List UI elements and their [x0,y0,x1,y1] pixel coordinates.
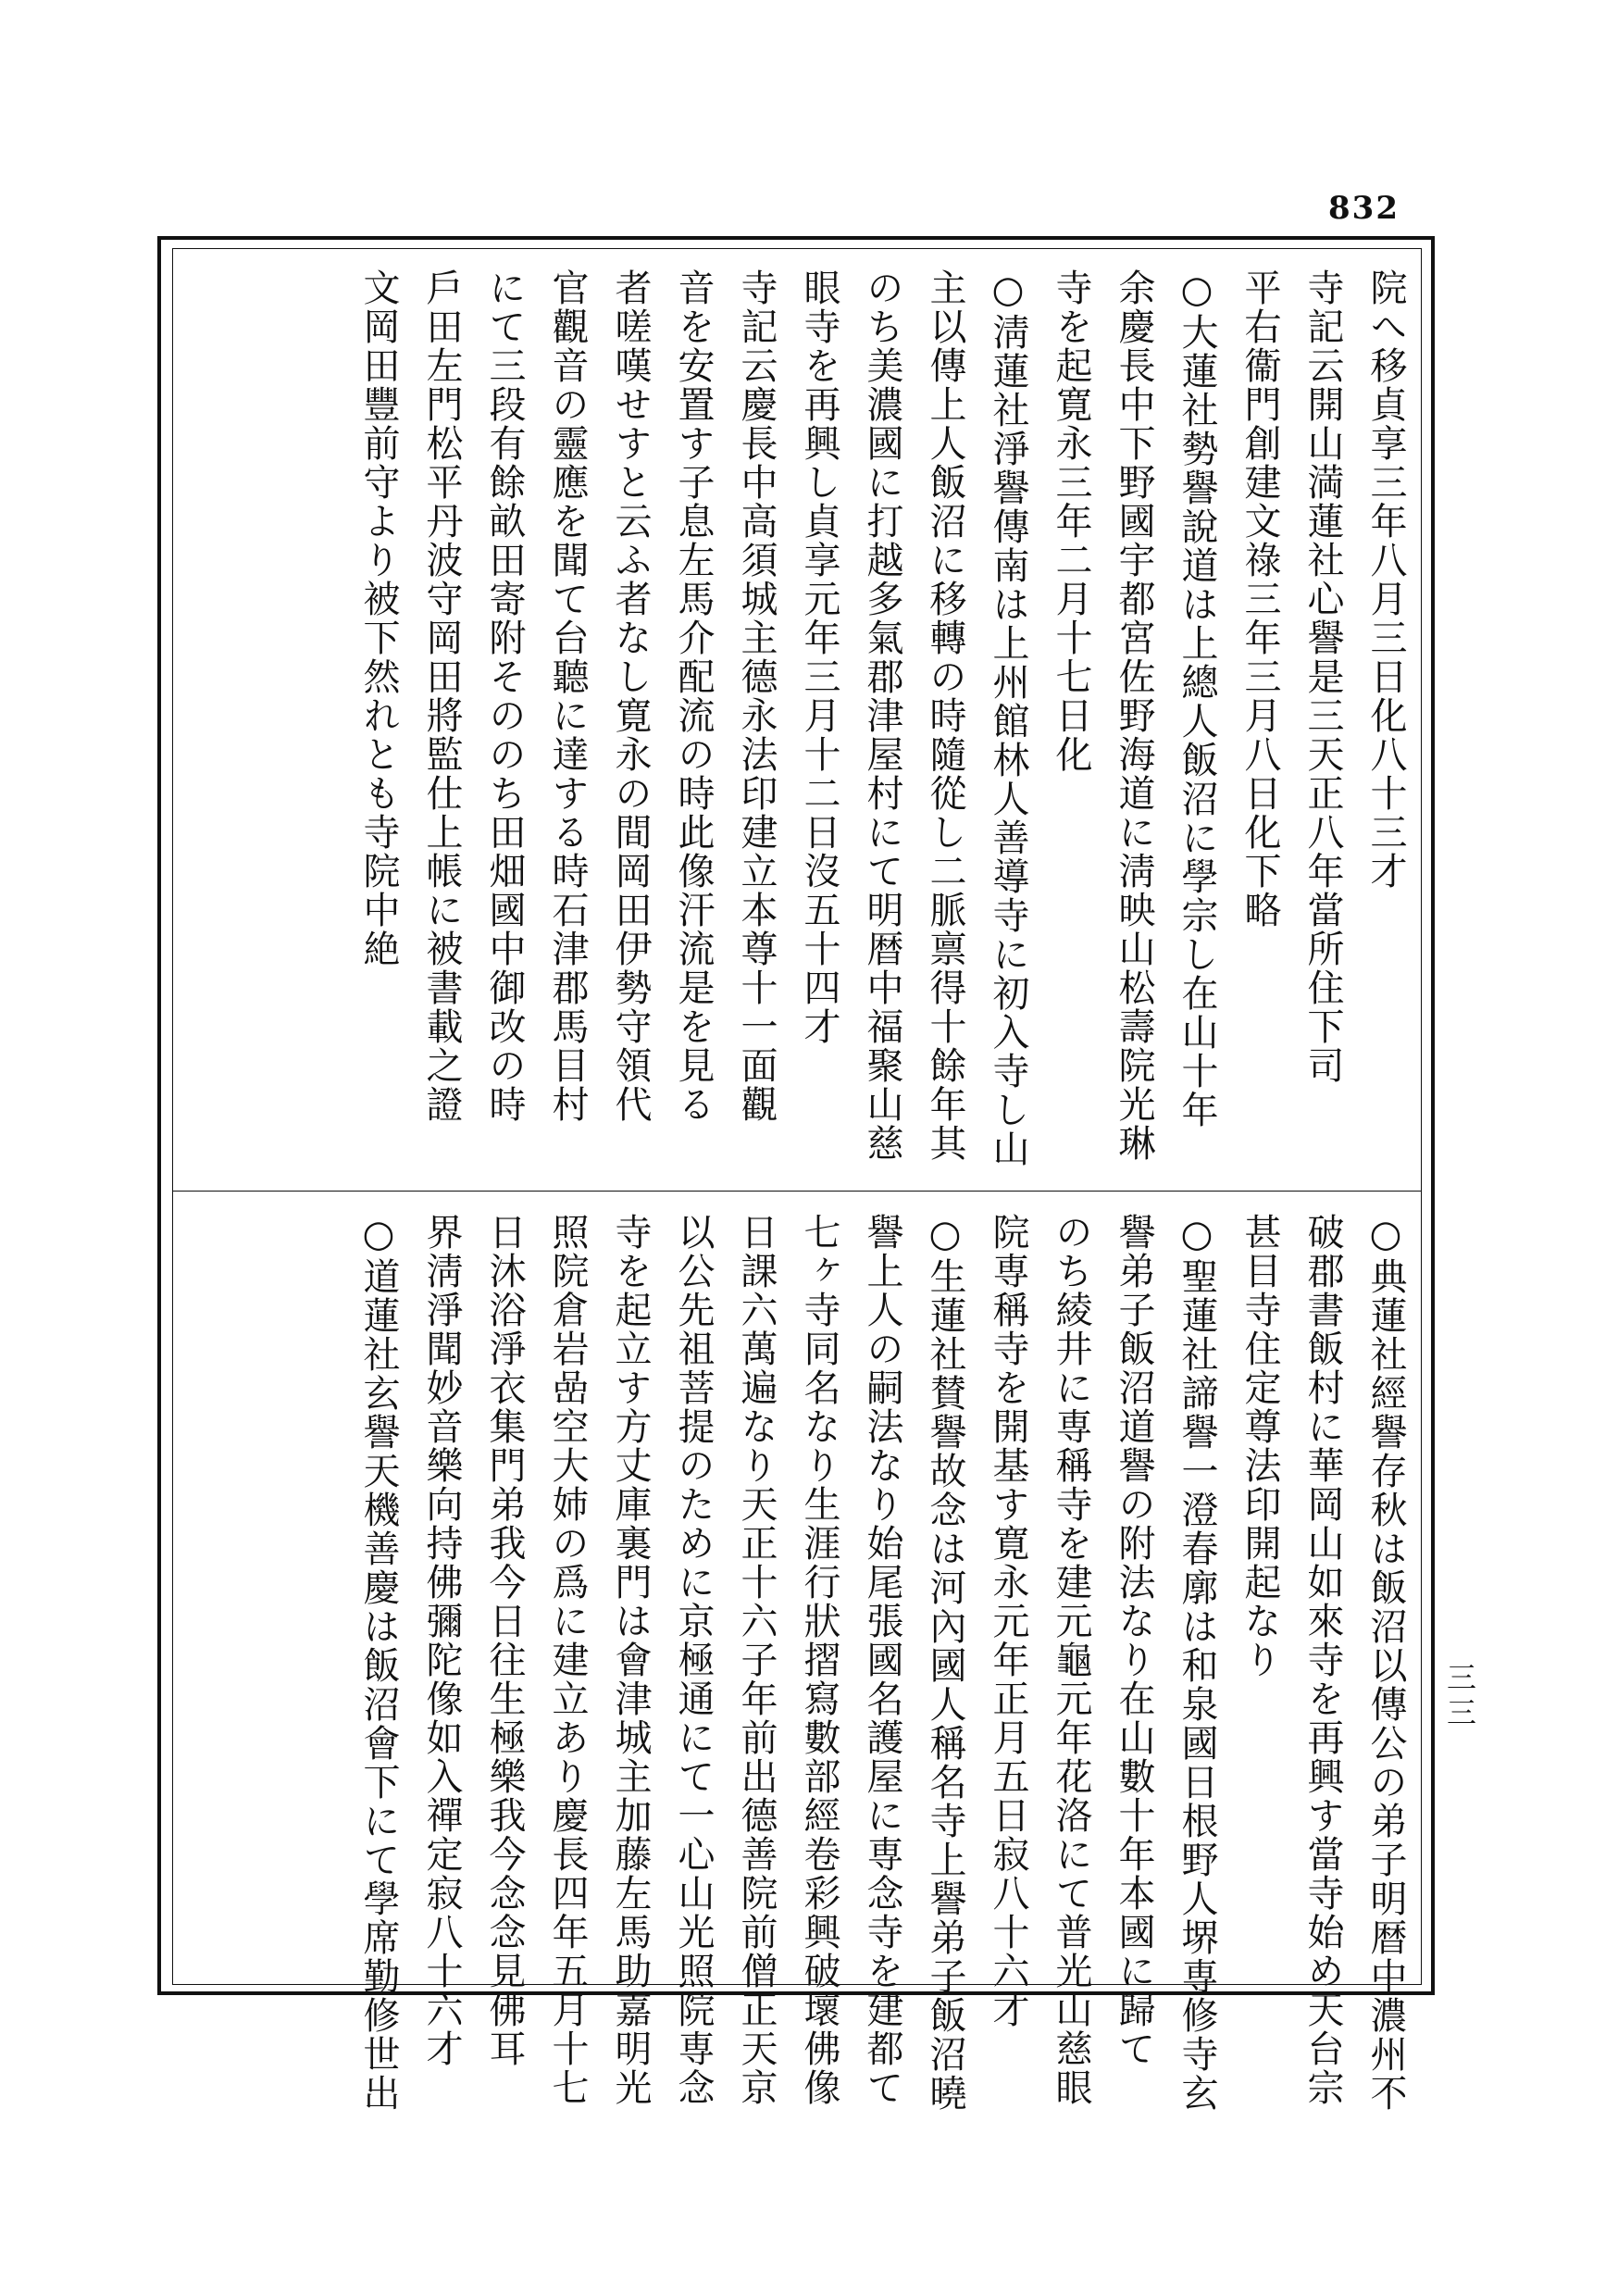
marginal-page-number: 三三 [1442,1662,1477,1732]
top-column: 戶田左門松平丹波守岡田將監仕上帳に被書載之證 [420,268,463,1124]
bottom-column: 界淸淨聞妙音樂向持佛彌陀像如入禪定寂八十六才 [420,1213,463,2068]
bottom-column: 照院倉岩嵒空大姉の爲に建立あり慶長四年五月十七 [546,1213,589,2107]
bottom-column: ○聖蓮社諦譽一澄春廓は和泉國日根野人堺専修寺玄 [1176,1213,1218,2113]
top-column: 者嗟嘆せすと云ふ者なし寛永の間岡田伊勢守領代 [609,268,652,1124]
top-column: 文岡田豐前守より被下然れとも寺院中絶 [357,268,400,968]
top-column: にて三段有餘畝田寄附そののち田畑國中御改の時 [483,268,526,1124]
top-column: 寺を起寛永三年二月十七日化 [1050,268,1092,774]
top-column: 主以傳上人飯沼に移轉の時隨從し二脈禀得十餘年其 [924,268,966,1163]
bottom-column: 日課六萬遍なり天正十六子年前出德善院前僧正天京 [735,1213,778,2107]
bottom-column: ○典蓮社經譽存秋は飯沼以傳公の弟子明暦中濃州不 [1364,1213,1407,2113]
bottom-column: 寺を起立す方丈庫裏門は會津城主加藤左馬助嘉明光 [609,1213,652,2107]
top-column: ○大蓮社勢譽說道は上總人飯沼に學宗し在山十年 [1176,268,1218,1129]
bottom-column: ○道蓮社玄譽天機善慶は飯沼會下にて學席勤修世出 [357,1213,400,2113]
top-column: 音を安置す子息左馬介配流の時此像汗流是を見る [672,268,715,1124]
bottom-column: 甚目寺住定尊法印開起なり [1238,1213,1281,1679]
bottom-column: 日沐浴淨衣集門弟我今日往生極樂我今念念見佛耳 [483,1213,526,2068]
section-divider [172,1191,1422,1192]
top-column: 平右衞門創建文祿三年三月八日化下略 [1238,268,1281,930]
top-column: 眼寺を再興し貞享元年三月十二日沒五十四才 [798,268,840,1046]
bottom-column: ○生蓮社賛譽故念は河內國人稱名寺上譽弟子飯沼曉 [924,1213,966,2113]
top-column: 院へ移貞享三年八月三日化八十三才 [1364,268,1407,891]
top-column: 余慶長中下野國宇都宮佐野海道に淸映山松壽院光琳 [1113,268,1155,1163]
top-column: 寺記云慶長中高須城主德永法印建立本尊十一面觀 [735,268,778,1124]
page-number: 832 [1328,190,1400,227]
top-column: 寺記云開山満蓮社心譽是三天正八年當所住下司 [1301,268,1344,1085]
bottom-column: のち綾井に専稱寺を建元龜元年花洛にて普光山慈眼 [1050,1213,1092,2107]
bottom-column: 院専稱寺を開基す寛永元年正月五日寂八十六才 [987,1213,1029,2029]
bottom-column: 七ヶ寺同名なり生涯行狀摺寫數部經卷彩興破壞佛像 [798,1213,840,2107]
top-column: 官觀音の靈應を聞て台聽に達する時石津郡馬目村 [546,268,589,1124]
bottom-column: 譽上人の嗣法なり始尾張國名護屋に専念寺を建都て [861,1213,903,2107]
bottom-column: 以公先祖菩提のために京極通にて一心山光照院専念 [672,1213,715,2107]
top-column: ○淸蓮社淨譽傳南は上州館林人善導寺に初入寺し山 [987,268,1029,1168]
bottom-column: 破郡書飯村に華岡山如來寺を再興す當寺始め天台宗 [1301,1213,1344,2107]
top-column: のち美濃國に打越多氣郡津屋村にて明暦中福聚山慈 [861,268,903,1163]
bottom-column: 譽弟子飯沼道譽の附法なり在山數十年本國に歸て [1113,1213,1155,2068]
